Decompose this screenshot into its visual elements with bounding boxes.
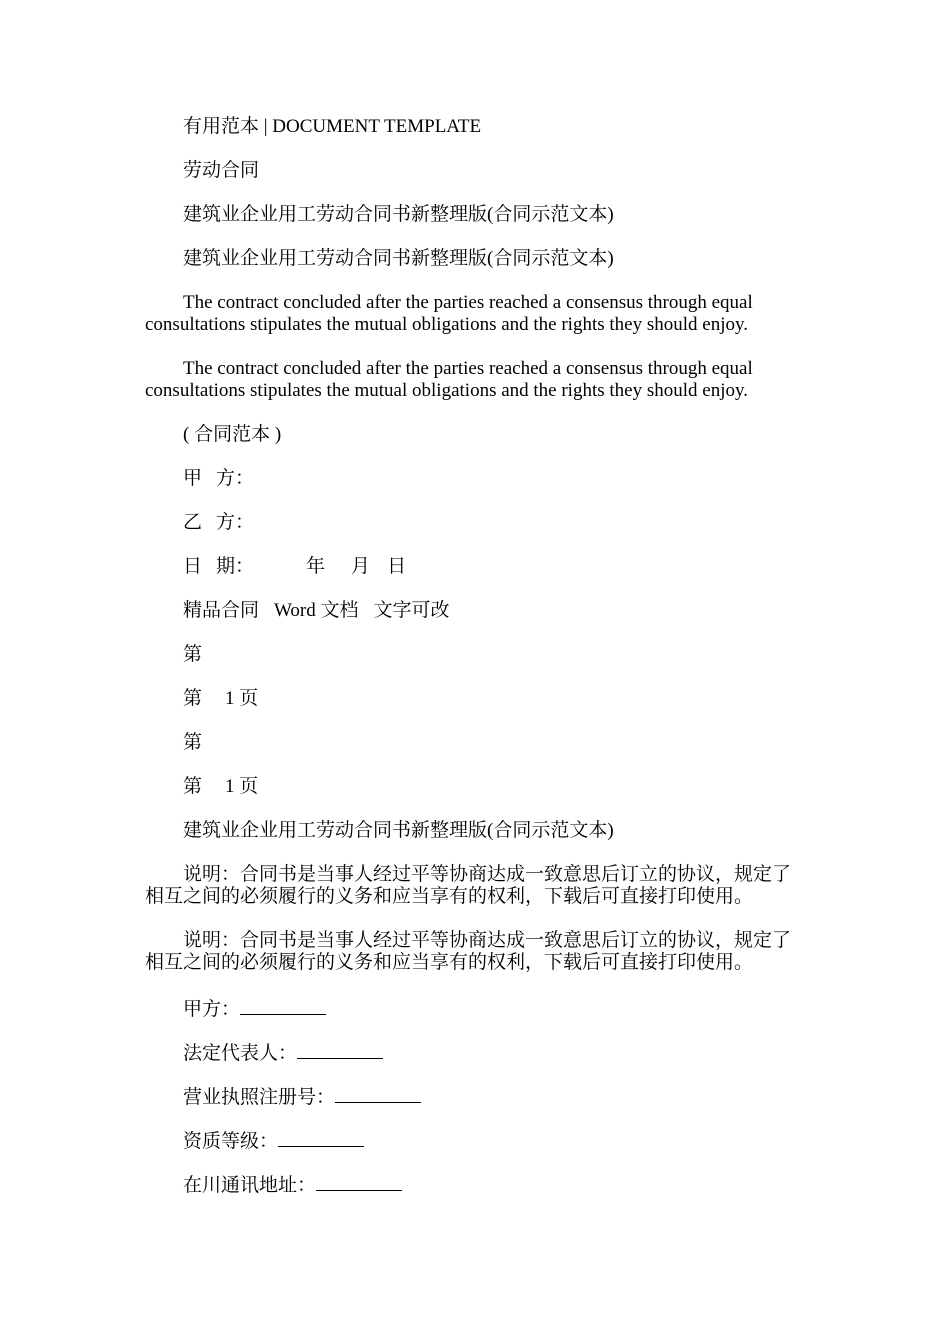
date-year: 年 [306, 556, 326, 577]
page-number-prefix: 第 [183, 688, 203, 709]
template-label: 有用范本 | DOCUMENT TEMPLATE [183, 116, 482, 137]
license-field [183, 1084, 421, 1109]
promo-word: Word 文档 [274, 600, 359, 621]
party-a-blank [240, 996, 326, 1015]
party-a-label: 甲 [183, 468, 203, 489]
party-a-field [183, 996, 326, 1021]
party-a-field-label: 甲方： [183, 999, 241, 1020]
qualification-blank [278, 1128, 364, 1147]
address-label: 在川通讯地址： [183, 1175, 317, 1196]
page-number-prefix: 第 [183, 776, 203, 797]
promo-line [183, 600, 450, 622]
page-prefix-repeat: 第 [183, 732, 203, 753]
license-blank [335, 1084, 421, 1103]
description-note-repeat: 说明：合同书是当事人经过平等协商达成一致意思后订立的协议，规定了相互之间的必须履行的义务和应当享有的权利，下载后可直接打印使用。 [145, 930, 792, 973]
promo-editable: 文字可改 [373, 600, 450, 621]
page-number: 1 页 [225, 776, 259, 797]
date-colon: 期： [216, 556, 255, 577]
address-field [183, 1172, 402, 1197]
page-prefix: 第 [183, 644, 203, 665]
party-b-label: 乙 [183, 512, 203, 533]
document-title-repeat: 建筑业企业用工劳动合同书新整理版(合同示范文本) [183, 248, 614, 269]
description-note: 说明：合同书是当事人经过平等协商达成一致意思后订立的协议，规定了相互之间的必须履行的义务和应当享有的权利，下载后可直接打印使用。 [145, 864, 792, 907]
date-day: 日 [387, 556, 407, 577]
party-b-colon: 方： [216, 512, 255, 533]
english-intro-paragraph: The contract concluded after the parties reached a consensus through equal consultations stipulates the mutual obligations and the rights they should enjoy. [145, 292, 753, 335]
party-a-colon: 方： [216, 468, 255, 489]
legal-rep-blank [297, 1040, 383, 1059]
party-b-line [183, 512, 254, 534]
date-label: 日 [183, 556, 203, 577]
sample-label: ( 合同范本 ) [183, 424, 282, 445]
address-blank [316, 1172, 402, 1191]
english-intro-paragraph-repeat: The contract concluded after the parties reached a consensus through equal consultations stipulates the mutual obligations and the rights they should enjoy. [145, 358, 753, 401]
license-label: 营业执照注册号： [183, 1087, 336, 1108]
qualification-label: 资质等级： [183, 1131, 279, 1152]
category-label: 劳动合同 [183, 160, 260, 181]
legal-rep-label: 法定代表人： [183, 1043, 298, 1064]
page-number-line [183, 688, 258, 710]
date-line [183, 556, 406, 578]
body-title: 建筑业企业用工劳动合同书新整理版(合同示范文本) [183, 820, 614, 841]
qualification-field [183, 1128, 364, 1153]
party-a-line [183, 468, 254, 490]
page-number: 1 页 [225, 688, 259, 709]
promo-quality: 精品合同 [183, 600, 260, 621]
page-number-line-repeat [183, 776, 258, 798]
legal-rep-field [183, 1040, 383, 1065]
date-month: 月 [351, 556, 371, 577]
document-title: 建筑业企业用工劳动合同书新整理版(合同示范文本) [183, 204, 614, 225]
